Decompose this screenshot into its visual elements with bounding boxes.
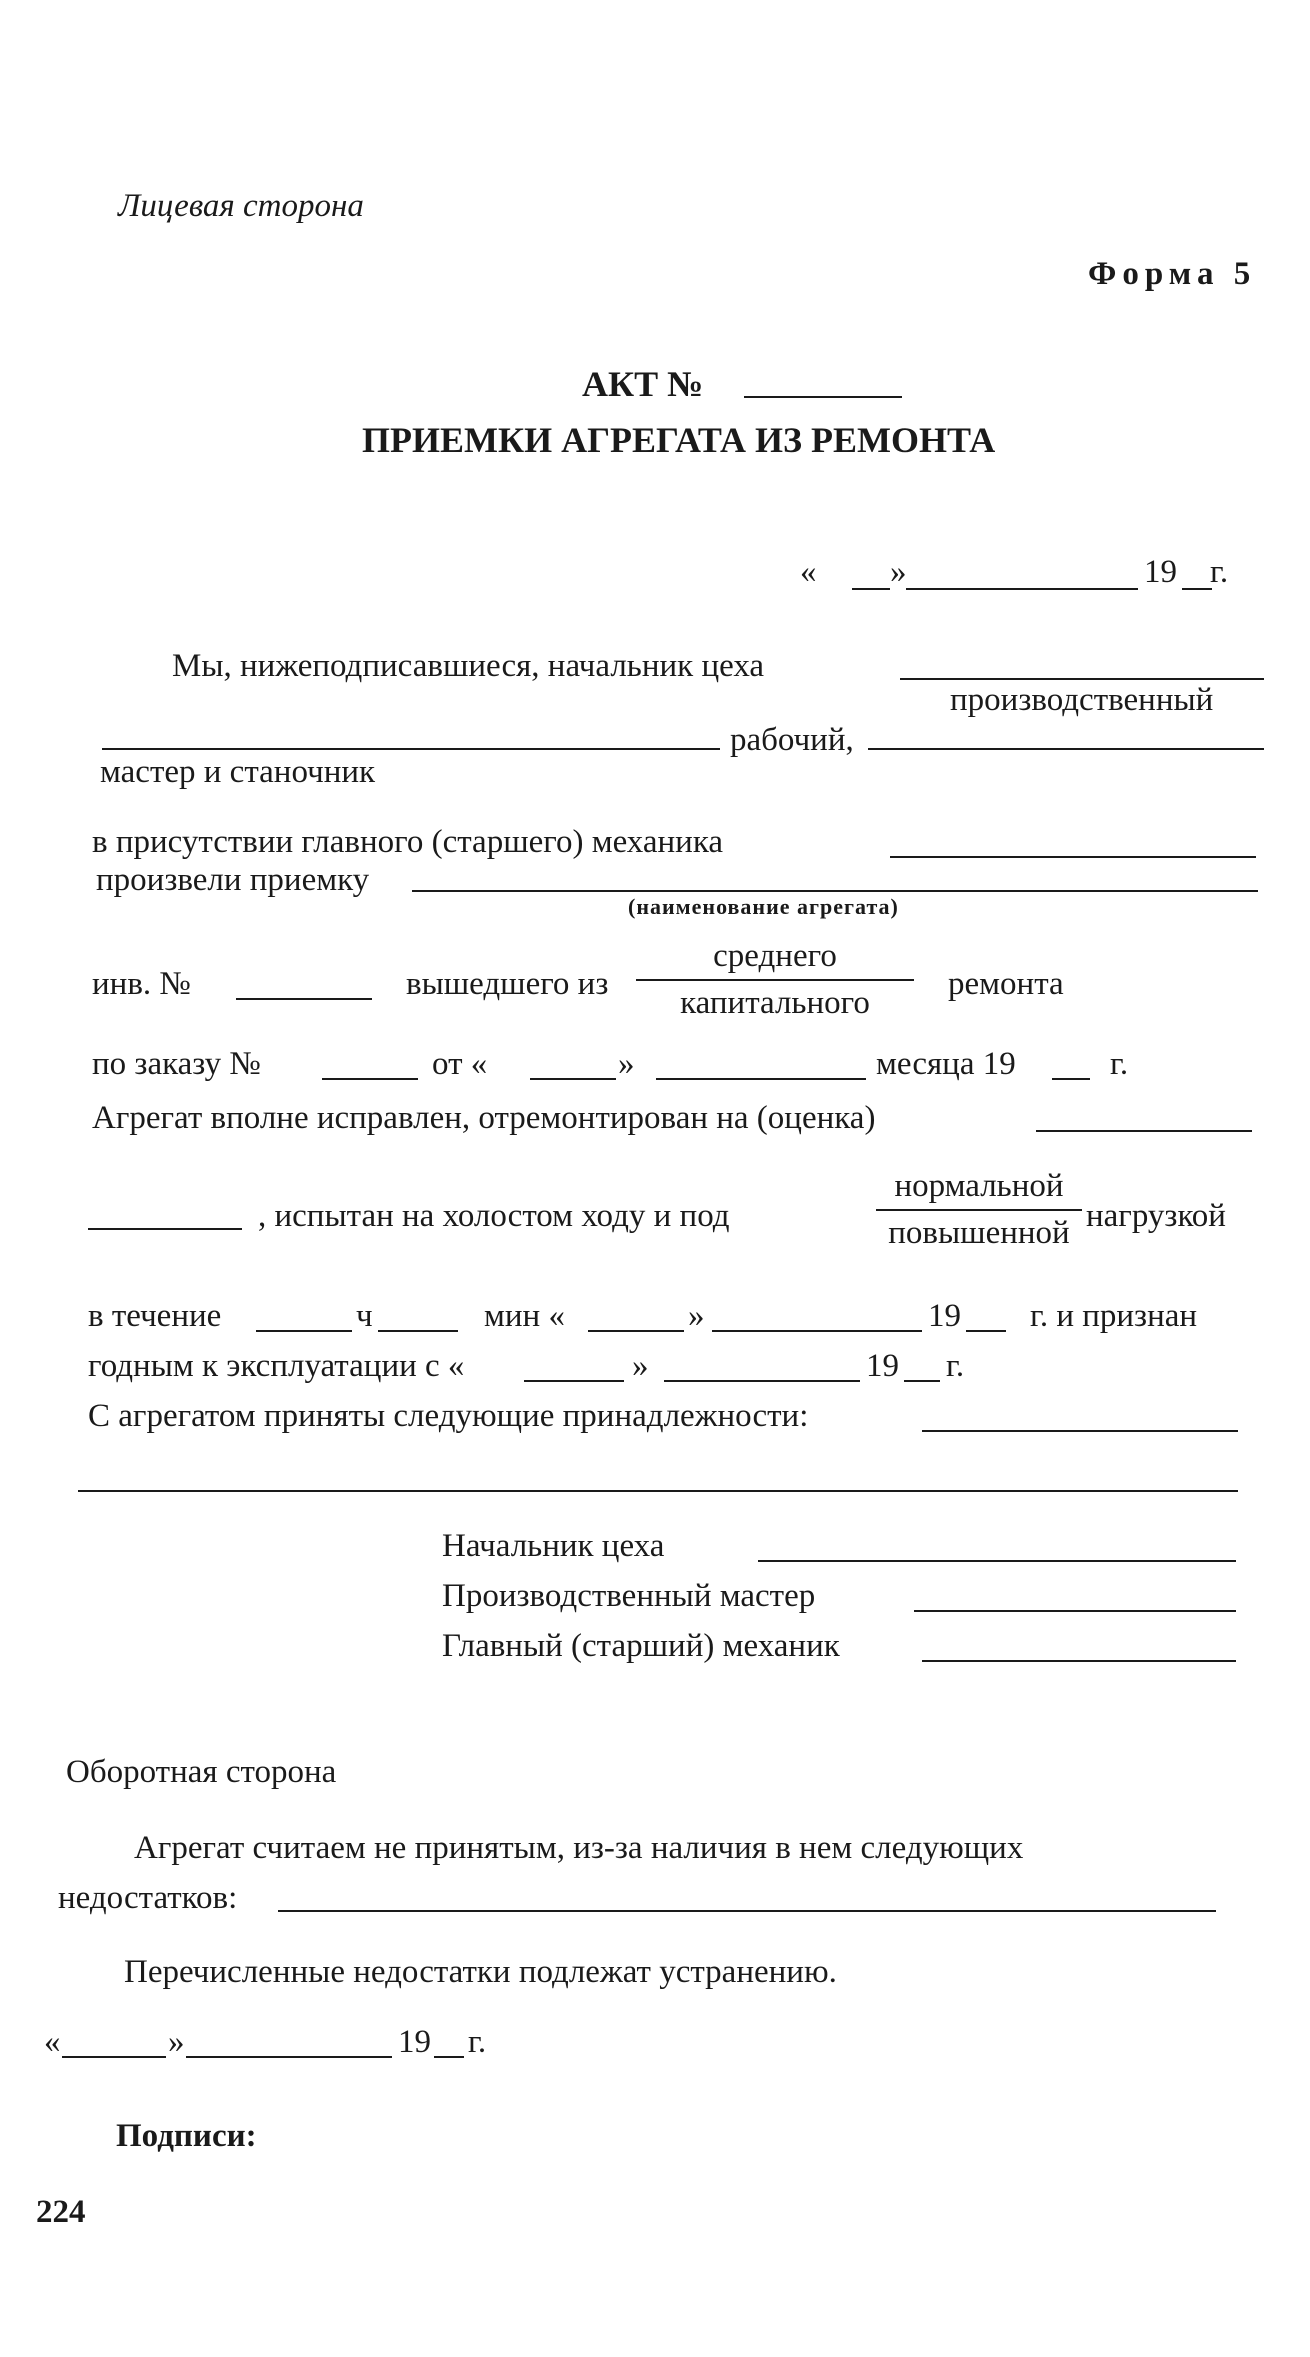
aggregate-caption: (наименование агрегата) [628, 894, 899, 919]
repair-medium: среднего [636, 940, 914, 981]
sign-chief-mechanic-blank [922, 1660, 1236, 1662]
production-word: производственный [950, 682, 1214, 718]
sign-prod-master: Производственный мастер [442, 1578, 816, 1614]
form-number: Форма 5 [1088, 256, 1257, 292]
year-blank [1182, 588, 1212, 590]
fit-day-blank [524, 1380, 624, 1382]
sign-shop-head-blank [758, 1560, 1236, 1562]
rating-continue-blank [88, 1228, 242, 1230]
inv-no-blank [236, 998, 372, 1000]
back-month-blank [186, 2056, 392, 2058]
accessories-text: С агрегатом приняты следующие принадлежности: [88, 1398, 809, 1434]
back-side-title: Оборотная сторона [66, 1754, 337, 1790]
front-side-label: Лицевая сторона [118, 188, 364, 224]
load-normal: нормальной [876, 1170, 1082, 1211]
order-day-blank [530, 1078, 616, 1080]
load-increased: повышенной [888, 1215, 1070, 1251]
fit-year-prefix: 19 [866, 1348, 899, 1384]
fit-for-text: годным к эксплуатации с « [88, 1348, 465, 1384]
defects-blank [278, 1910, 1216, 1912]
repair-word: ремонта [948, 966, 1064, 1002]
sign-shop-head: Начальник цеха [442, 1528, 665, 1564]
back-day-blank [62, 2056, 166, 2058]
order-quote-close: » [618, 1046, 635, 1082]
order-year-blank [1052, 1078, 1090, 1080]
during-text: в течение [88, 1298, 222, 1334]
year-prefix: 19 [1144, 554, 1177, 590]
repair-capital: капитального [680, 985, 870, 1021]
back-year-blank [434, 2056, 464, 2058]
sign-prod-master-blank [914, 1610, 1236, 1612]
fit-quote-close: » [632, 1348, 649, 1384]
load-word: нагрузкой [1086, 1198, 1226, 1234]
back-year-suffix: г. [468, 2024, 487, 2060]
repair-type-fraction [636, 940, 914, 1020]
acceptance-text: произвели приемку [96, 862, 370, 898]
act-subtitle: ПРИЕМКИ АГРЕГАТА ИЗ РЕМОНТА [362, 420, 996, 460]
master-name-blank [102, 748, 720, 750]
date-close-quote: » [890, 554, 907, 590]
fully-ok-text: Агрегат вполне исправлен, отремонтирован на (оценка) [92, 1100, 876, 1136]
month-blank [906, 588, 1138, 590]
minutes-blank [378, 1330, 458, 1332]
accessories-blank [922, 1430, 1238, 1432]
act-title: АКТ № [582, 364, 704, 404]
not-accepted-text: Агрегат считаем не принятым, из-за наличия в нем следующих [134, 1830, 1024, 1866]
worker-name-blank [868, 748, 1264, 750]
fit-year-g: г. [946, 1348, 965, 1384]
hours-label: ч [356, 1298, 373, 1334]
minutes-label: мин « [484, 1298, 565, 1334]
year-suffix: г. [1210, 554, 1229, 590]
order-year-g: г. [1110, 1046, 1129, 1082]
back-year-prefix: 19 [398, 2024, 431, 2060]
sign-chief-mechanic: Главный (старший) механик [442, 1628, 840, 1664]
rating-blank [1036, 1130, 1252, 1132]
fit-month-blank [664, 1380, 860, 1382]
worker-word: рабочий, [730, 722, 854, 758]
presence-text: в присутствии главного (старшего) механика [92, 824, 724, 860]
test-month-blank [712, 1330, 922, 1332]
hours-blank [256, 1330, 352, 1332]
test-year-prefix: 19 [928, 1298, 961, 1334]
intro-text: Мы, нижеподписавшиеся, начальник цеха [172, 648, 765, 684]
to-fix-text: Перечисленные недостатки подлежат устранению. [124, 1954, 837, 1990]
signatures-label: Подписи: [116, 2118, 257, 2154]
order-month-blank [656, 1078, 866, 1080]
came-out-text: вышедшего из [406, 966, 609, 1002]
order-no-blank [322, 1078, 418, 1080]
defects-text: недостатков: [58, 1880, 238, 1916]
mechanic-name-blank [890, 856, 1256, 858]
recognized-text: г. и признан [1030, 1298, 1198, 1334]
tested-text: , испытан на холостом ходу и под [258, 1198, 730, 1234]
shop-head-blank [900, 678, 1264, 680]
month-year-text: месяца 19 [876, 1046, 1016, 1082]
date-open-quote: « [800, 554, 817, 590]
aggregate-name-blank [412, 890, 1258, 892]
test-year-blank [966, 1330, 1006, 1332]
from-word: от « [432, 1046, 488, 1082]
act-number-blank [744, 396, 902, 398]
test-quote-close: » [688, 1298, 705, 1334]
inv-no-label: инв. № [92, 966, 191, 1002]
load-type-fraction [876, 1170, 1082, 1250]
order-no-label: по заказу № [92, 1046, 261, 1082]
day-blank [852, 588, 890, 590]
back-date-open: « [44, 2024, 61, 2060]
page-number: 224 [36, 2194, 86, 2230]
fit-year-blank [904, 1380, 940, 1382]
test-day-blank [588, 1330, 684, 1332]
accessories-blank-2 [78, 1490, 1238, 1492]
master-and-turner: мастер и станочник [100, 754, 376, 790]
back-date-close: » [168, 2024, 185, 2060]
